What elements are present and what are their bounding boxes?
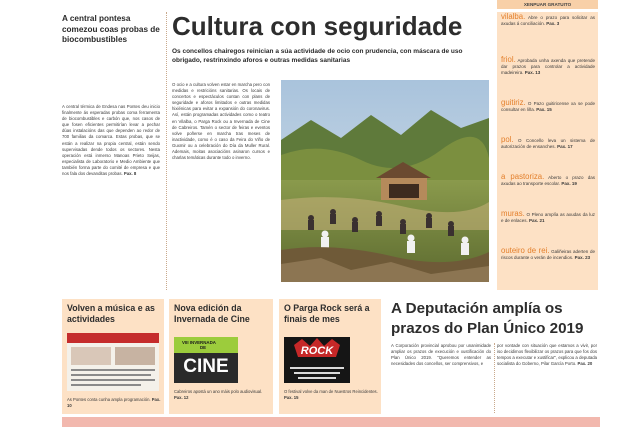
sidebar-tab: XENPUAR GRATUITO (497, 0, 598, 9)
index-keyword: vilalba. (501, 12, 526, 21)
box-cinema-headline: Nova edición da Invernada de Cine (174, 303, 250, 324)
index-page: Pax. 23 (574, 255, 591, 261)
index-keyword: muras. (501, 209, 525, 218)
index-keyword: friol. (501, 55, 516, 64)
index-page: Pax. 19 (561, 181, 577, 187)
box-parga-rock-headline: O Parga Rock será a finais de mes (284, 303, 370, 324)
index-text: O Pleno amplía as axudas da luz e de enlaces. (501, 212, 595, 224)
box-cinema (169, 299, 273, 414)
column-divider (166, 12, 167, 290)
index-item-vilalba (501, 14, 595, 27)
index-item-a-pastoriza (501, 174, 595, 187)
box-music-headline: Volven a música e as actividades (67, 303, 155, 324)
column-divider (494, 343, 495, 413)
index-page: Pax. 3 (546, 21, 560, 27)
caption-page: Pax. 10 (67, 397, 161, 408)
cinema-poster-line1: VIII INVERNADA (182, 340, 216, 345)
cinema-poster-image (174, 337, 238, 383)
left-story-body (62, 104, 160, 177)
index-text: O Pazo guitiricense xa se pode consultar en liña. (501, 101, 595, 113)
left-story-headline: A central pontesa comezou coas probas de biocombustibles (62, 14, 160, 44)
bottom-strip (62, 417, 600, 427)
index-keyword: outeiro de rei. (501, 246, 550, 255)
main-deck: Os concellos chairegos reinician a súa actividade de ocio con prudencia, con máscara de uso obrigado, restrinxindo aforos e outras medidas sanitarias (172, 48, 463, 65)
concert-photo (281, 80, 489, 282)
index-keyword: a pastoriza. (501, 172, 545, 181)
cinema-poster-title: CINE (183, 356, 229, 377)
index-item-outeiro-de-rei (501, 248, 595, 261)
index-page: Pax. 17 (557, 144, 573, 150)
index-text: Abre o prazo para solicitar as axudas á conciliación. (501, 15, 595, 27)
main-body: O ocio e a cultura volven estar en marcha pero con medidas e restricións sanitarias. Os locais de concertos e espectáculos contan con plans de seguridade e aforos limitados e outras medidas hixiénicas para evitar a expansión do coronavirus. Así, están programadas actividades como o teatro en Vilalba, o Parga Rock ou a Invernada de Cine de Cabreiros. Tamén o sector de feiras e eventos volve poñerse en marcha tras meses de inactividade, como é o caso da Feira do Viño de Guxmir ou a celebración do Día da Muller Rural. Ademais, moitas asociacións asinaron cursos e charlas temáticas durante todo o inverno. (172, 82, 270, 161)
index-text: Aprobada unha axenda que pretende dar prazos para controlar a actividade madeireira. (501, 58, 595, 76)
box-cinema-caption (174, 389, 270, 401)
index-item-pol (501, 137, 595, 150)
caption-text: Cabreiros apostá un ano máis polo audiovisual. (174, 389, 263, 394)
deputacion-page: Pax. 20 (577, 361, 593, 367)
main-headline: Cultura con seguridade (172, 11, 463, 41)
index-page: Pax. 21 (529, 218, 545, 224)
music-poster-image (67, 333, 159, 391)
caption-page: Pax. 15 (284, 394, 299, 400)
caption-text: As Pontes conta cunha ampla programación. (67, 397, 151, 402)
cinema-poster-line2: DE (200, 345, 207, 350)
index-sidebar (497, 12, 598, 290)
deputacion-col1: A Corporación provincial aprobou por unanimidade ampliar os prazos de execución e xustificación do Plan Único 2019. "Queremos entender as necesidades dos concellos, ser comprensivos, e (391, 343, 491, 367)
index-page: Pax. 15 (536, 107, 552, 113)
deputacion-col2 (497, 343, 597, 367)
rock-poster-image (284, 337, 350, 383)
index-page: Pax. 13 (524, 70, 541, 76)
index-keyword: pol. (501, 135, 514, 144)
index-text: Aberto o prazo das axudas ao transporte escolar. (501, 175, 595, 187)
index-text: Galiñeiras aderten de riscos durante o verán de incendios. (501, 249, 595, 261)
index-item-muras (501, 211, 595, 224)
left-story-page: Pax. 8 (123, 171, 137, 177)
index-item-guitiriz (501, 100, 595, 113)
caption-text: O festival volve da man de Nuestros Reincidentes. (284, 389, 378, 394)
index-keyword: guitiriz. (501, 98, 526, 107)
box-parga-rock (279, 299, 381, 414)
rock-poster-word: ROCK (300, 345, 334, 357)
caption-page: Pax. 12 (174, 394, 189, 400)
index-text: O Concello leva un sistema de autorización de ensanches. (501, 138, 595, 150)
box-music (62, 299, 164, 414)
left-story-text: A central térmica de Endesa nas Pontes deu inicio finalmente ás esperadas probas coma ferramenta de biocombustibles e carbón que, nos casos de que fosen eficientes permitirían levar a pechar dúas instalacións das que dependen ao redor de 700 familias da comarca. Estas probas, que se están a realizar na propia central, están sendo supervisadas dende todos os sectores. Nesta operación está inmerso Manoas Prieto Seijas, especialista de Laboratorio e Medio Ambiente que también forma parte do comité de empresa e que nos fala dos devanditas probas. (62, 104, 160, 177)
deputacion-col2-text: por vontade con situación que estamos a vivir, por iso decidimos flexibilizar os prazos para que fos dos tempos a executar e xustificar", explicou a deputada socialista do Goberno, Pilar García Porto. (497, 343, 597, 367)
box-parga-rock-caption (284, 389, 380, 401)
deputacion-headline: A Deputación amplía os prazos do Plan Único 2019 (391, 300, 584, 337)
box-music-caption (67, 397, 163, 409)
index-item-friol (501, 57, 595, 76)
